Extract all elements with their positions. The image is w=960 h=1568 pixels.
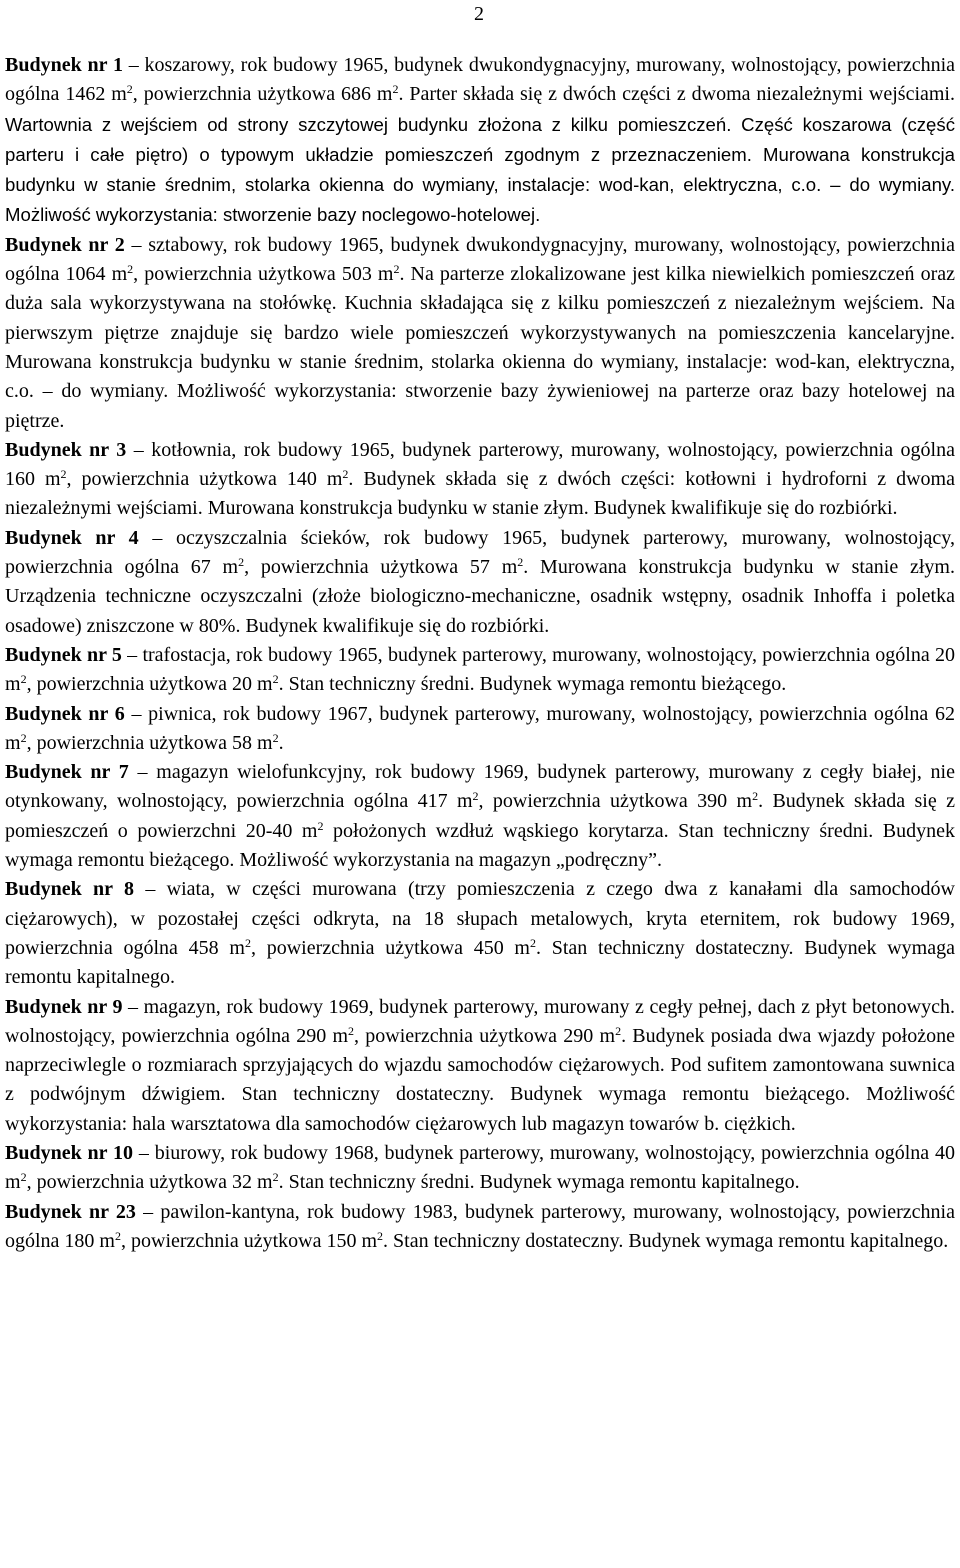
body-text: położonych wzdłuż wąskiego korytarza. Stan techniczny średni. Budynek wymaga remontu bieżącego. Możliwość wykorzystania na magazyn „podręczny”. — [5, 819, 955, 872]
body-text: – magazyn wielofunkcyjny, rok budowy 1969, budynek parterowy, murowany z cegły białej, nie otynkowany, wolnostojący, powierzchnia ogólna 417 m — [5, 761, 955, 813]
superscript: 2 — [272, 672, 279, 687]
body-text: . Stan techniczny dostateczny. Budynek wymaga remontu kapitalnego. — [5, 936, 955, 989]
body-text: – koszarowy, rok budowy 1965, budynek dwukondygnacyjny, murowany, wolnostojący, powierzchnia ogólna 1462 m — [5, 54, 956, 106]
building-label: Budynek nr 10 — [5, 1141, 134, 1164]
building-paragraph — [5, 875, 955, 992]
body-text: , powierzchnia użytkowa 290 m — [354, 1024, 616, 1047]
body-text: , powierzchnia użytkowa 140 m — [66, 468, 343, 491]
body-text: – biurowy, rok budowy 1968, budynek parterowy, murowany, wolnostojący, powierzchnia ogólna 40 m — [5, 1141, 955, 1194]
building-label: Budynek nr 9 — [5, 995, 123, 1018]
body-text: , powierzchnia użytkowa 32 m — [26, 1171, 273, 1194]
body-text: – kotłownia, rok budowy 1965, budynek parterowy, murowany, wolnostojący, powierzchnia ogólna 160 m — [5, 438, 955, 491]
superscript: 2 — [530, 935, 536, 950]
superscript: 2 — [377, 1228, 384, 1243]
body-text: , powierzchnia użytkowa 503 m — [133, 263, 394, 286]
body-text: Wartownia z wejściem od strony szczytowej budynku złożona z kilku pomieszczeń. Część koszarowa (część parteru i całe piętro) o typowym układzie pomieszczeń zgodnym z przeznaczeniem. Murowana konstrukcja budynku w stanie średnim, stolarka okienna do wymiany, instalacje: wod-kan, elektryczna, c.o. – do wymiany. Możliwość wykorzystania: stworzenie bazy noclegowo-hotelowej. — [5, 113, 955, 226]
building-label: Budynek nr 1 — [5, 54, 123, 76]
body-text: . Budynek składa się z dwóch części: kotłowni i hydroforni z dwoma niezależnymi wejściami. Murowana konstrukcja budynku w stanie złym. Budynek kwalifikuje się do rozbiórki. — [5, 468, 955, 520]
body-text: . Stan techniczny średni. Budynek wymaga remontu kapitalnego. — [278, 1171, 800, 1194]
body-text: – wiata, w części murowana (trzy pomieszczenia z czego dwa z kanałami dla samochodów ciężarowych), w pozostałej części odkryta, na 18 słupach metalowych, kryta eternitem, rok budowy 1969, powierzchnia ogólna 458 m — [5, 878, 955, 959]
superscript: 2 — [20, 1170, 27, 1185]
body-text: . Stan techniczny dostateczny. Budynek wymaga remontu kapitalnego. — [383, 1229, 949, 1252]
body-text: . Murowana konstrukcja budynku w stanie złym. Urządzenia techniczne oczyszczalni (złoże biologiczno-mechaniczne, osadnik wstępny, osadnik Inhoffa i poletka osadowe) zniszczone w 80%. Budynek kwalifikuje się do rozbiórki. — [5, 556, 955, 637]
body-text: – trafostacja, rok budowy 1965, budynek parterowy, murowany, wolnostojący, powierzchnia ogólna 20 m — [5, 643, 955, 696]
body-text: – pawilon-kantyna, rok budowy 1983, budynek parterowy, murowany, wolnostojący, powierzchnia ogólna 180 m — [5, 1200, 955, 1252]
body-text: , powierzchnia użytkowa 20 m — [26, 673, 273, 696]
page-number: 2 — [474, 3, 484, 25]
superscript: 2 — [342, 467, 349, 482]
building-paragraph — [5, 524, 955, 641]
superscript: 2 — [127, 262, 134, 277]
superscript: 2 — [238, 555, 245, 570]
document-body — [5, 51, 955, 1256]
superscript: 2 — [393, 262, 400, 277]
body-text: – magazyn, rok budowy 1969, budynek parterowy, murowany z cegły pełnej, dach z płyt betonowych. wolnostojący, powierzchnia ogólna 290 m — [5, 995, 955, 1047]
building-label: Budynek nr 8 — [5, 878, 134, 901]
building-paragraph — [5, 51, 955, 231]
superscript: 2 — [392, 82, 399, 97]
body-text: , powierzchnia użytkowa 686 m — [132, 83, 393, 106]
superscript: 2 — [126, 82, 133, 97]
building-label: Budynek nr 6 — [5, 702, 125, 725]
building-paragraph — [5, 758, 955, 875]
superscript: 2 — [272, 730, 279, 745]
superscript: 2 — [472, 789, 479, 804]
building-paragraph — [5, 641, 955, 700]
building-paragraph — [5, 1198, 955, 1257]
body-text: , powierzchnia użytkowa 57 m — [244, 556, 518, 579]
body-text: , powierzchnia użytkowa 450 m — [250, 936, 530, 959]
body-text: , powierzchnia użytkowa 58 m — [26, 731, 273, 754]
building-paragraph — [5, 700, 955, 759]
building-label: Budynek nr 23 — [5, 1200, 136, 1223]
building-label: Budynek nr 2 — [5, 233, 125, 256]
building-paragraph — [5, 231, 955, 436]
body-text: . Na parterze zlokalizowane jest kilka niewielkich pomieszczeń oraz duża sala wykorzystywana na stołówkę. Kuchnia składająca się z kilku pomieszczeń z niezależnym wejściem. Na pierwszym piętrze znajduje się bardzo wiele pomieszczeń wykorzystywanych na pomieszczenia kancelaryjne. Murowana konstrukcja budynku w stanie średnim, stolarka okienna do wymiany, instalacje: wod-kan, elektryczna, c.o. – do wymiany. Możliwość wykorzystania: stworzenie bazy żywieniowej na parterze oraz bazy hotelowej na piętrze. — [5, 263, 955, 432]
superscript: 2 — [272, 1170, 279, 1185]
body-text: , powierzchnia użytkowa 150 m — [121, 1229, 378, 1252]
body-text: – piwnica, rok budowy 1967, budynek parterowy, murowany, wolnostojący, powierzchnia ogólna 62 m — [5, 702, 955, 754]
superscript: 2 — [348, 1023, 355, 1038]
body-text: , powierzchnia użytkowa 390 m — [478, 790, 753, 813]
superscript: 2 — [20, 730, 27, 745]
body-text: – sztabowy, rok budowy 1965, budynek dwukondygnacyjny, murowany, wolnostojący, powierzchnia ogólna 1064 m — [5, 233, 955, 286]
body-text: . Stan techniczny średni. Budynek wymaga remontu bieżącego. — [278, 673, 787, 696]
building-label: Budynek nr 7 — [5, 761, 129, 784]
superscript: 2 — [752, 789, 759, 804]
superscript: 2 — [615, 1023, 622, 1038]
building-paragraph — [5, 993, 955, 1139]
building-paragraph — [5, 1139, 955, 1198]
body-text: – oczyszczalnia ścieków, rok budowy 1965, budynek parterowy, murowany, wolnostojący, powierzchnia ogólna 67 m — [5, 526, 955, 579]
building-paragraph — [5, 436, 955, 524]
body-text: . — [278, 731, 284, 754]
superscript: 2 — [60, 467, 67, 482]
building-label: Budynek nr 4 — [5, 526, 139, 549]
superscript: 2 — [20, 672, 27, 687]
building-label: Budynek nr 5 — [5, 643, 122, 666]
body-text: . Budynek składa się z pomieszczeń o powierzchni 20-40 m — [5, 790, 955, 842]
superscript: 2 — [517, 555, 524, 570]
superscript: 2 — [115, 1228, 121, 1243]
building-label: Budynek nr 3 — [5, 438, 127, 461]
body-text: . Parter składa się z dwóch części z dwoma niezależnymi wejściami. — [398, 83, 955, 106]
superscript: 2 — [317, 818, 324, 833]
superscript: 2 — [244, 935, 251, 950]
body-text: . Budynek posiada dwa wjazdy położone naprzeciwlegle o rozmiarach sprzyjających do wjazdu samochodów ciężarowych. Pod sufitem zamontowana suwnica z podwójnym dźwigiem. Stan techniczny dostateczny. Budynek wymaga remontu bieżącego. Możliwość wykorzystania: hala warsztatowa dla samochodów ciężarowych lub magazyn towarów b. ciężkich. — [5, 1024, 955, 1135]
